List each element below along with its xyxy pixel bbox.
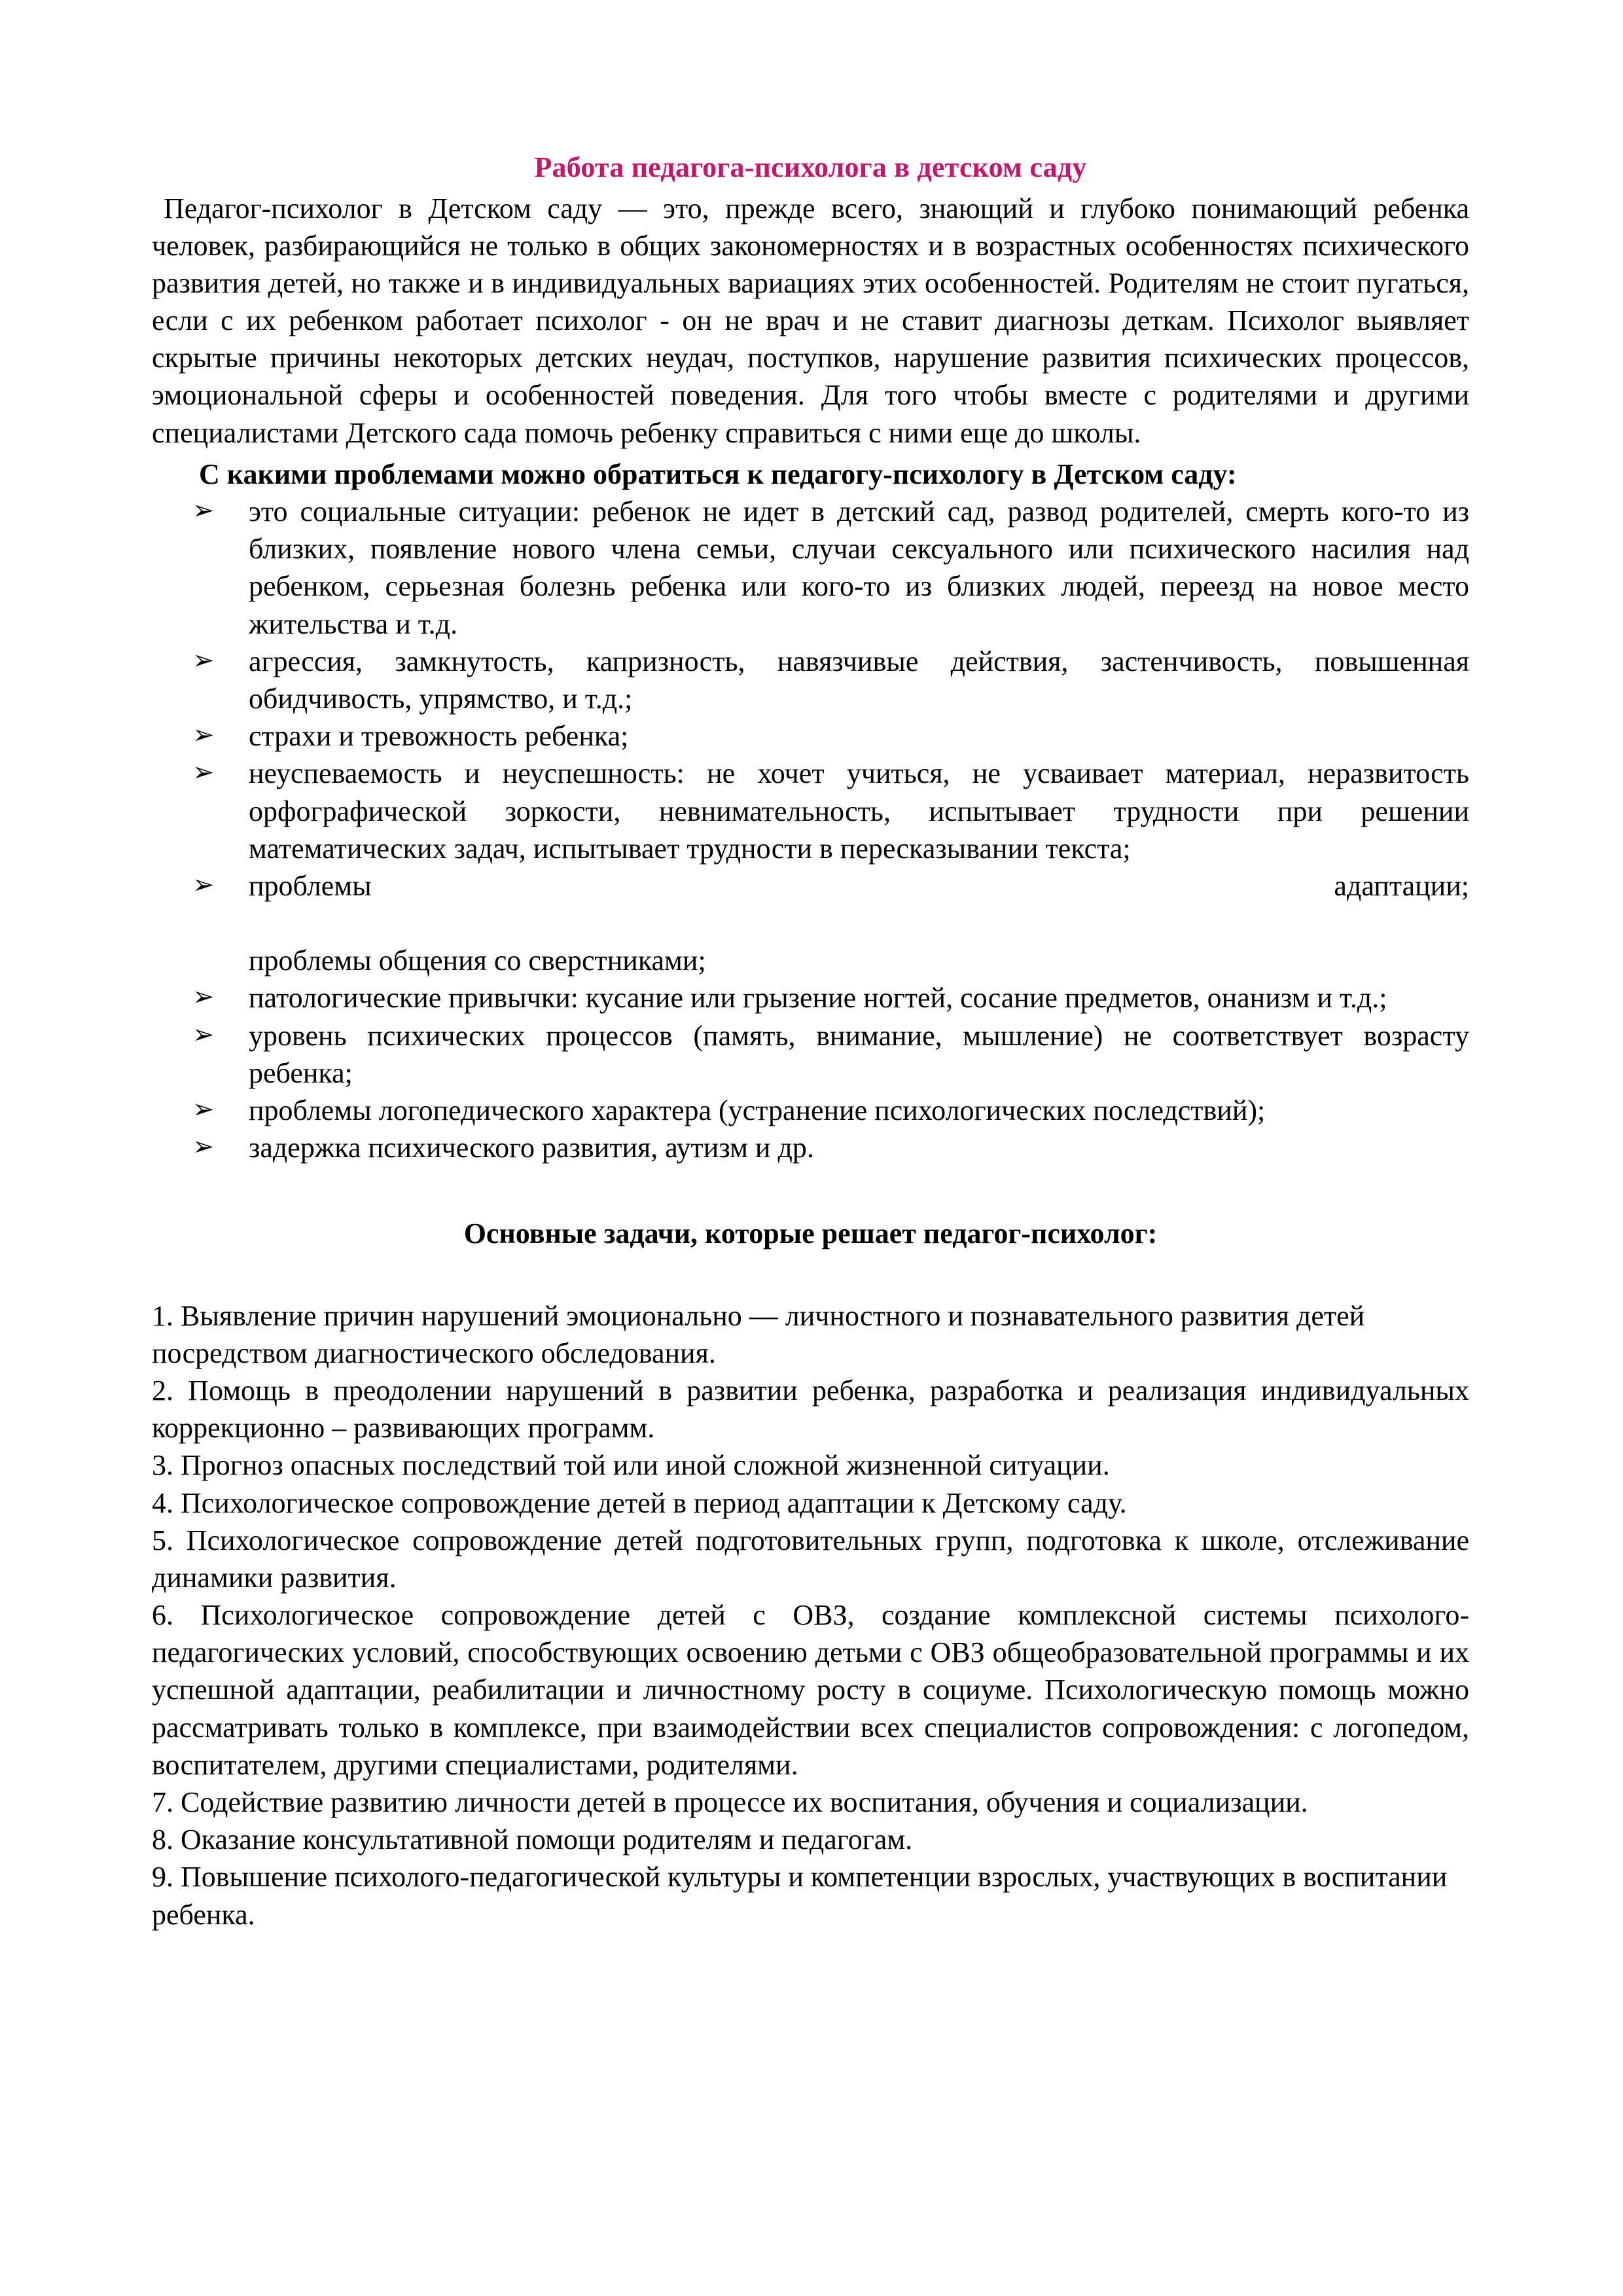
arrow-bullet-icon: ➢ [192, 1132, 215, 1162]
problems-section-heading: С какими проблемами можно обратиться к педагогу-психологу в Детском саду: [199, 457, 1237, 490]
task-item: 3. Прогноз опасных последствий той или иной сложной жизненной ситуации. [152, 1449, 1110, 1482]
task-item: 1. Выявление причин нарушений эмоционально — личностного и познавательного развития детей посредством диагностического обследования. [152, 1299, 1365, 1369]
problems-list [152, 493, 1469, 1166]
list-item [152, 979, 1469, 1016]
list-item [152, 717, 1469, 755]
task-item: 5. Психологическое сопровождение детей подготовительных групп, подготовка к школе, отслеживание динамики развития. [152, 1524, 1469, 1594]
list-item [152, 1129, 1469, 1166]
intro-paragraph: Педагог-психолог в Детском саду — это, прежде всего, знающий и глубоко понимающий ребенка человек, разбирающийся не только в общих закономерностях и в возрастных особенностях психического развития детей, но также и в индивидуальных вариациях этих особенностей. Родителям не стоит пугаться, если с их ребенком работает психолог - он не врач и не ставит диагнозы деткам. Психолог выявляет скрытые причины некоторых детских неудач, поступков, нарушение развития психических процессов, эмоциональной сферы и особенностей поведения. Для того чтобы вместе с родителями и другими специалистами Детского сада помочь ребенку справиться с ними еще до школы. [152, 192, 1469, 449]
task-item: 2. Помощь в преодолении нарушений в развитии ребенка, разработка и реализация индивидуальных коррекционно – развивающих программ. [152, 1374, 1469, 1444]
task-item: 4. Психологическое сопровождение детей в период адаптации к Детскому саду. [152, 1486, 1127, 1519]
arrow-bullet-icon: ➢ [192, 1094, 215, 1125]
list-item [152, 867, 1469, 980]
list-item [152, 493, 1469, 643]
list-item-text: страхи и тревожность ребенка; [249, 720, 629, 753]
arrow-bullet-icon: ➢ [192, 645, 215, 675]
list-item-text: патологические привычки: кусание или грызение ногтей, сосание предметов, онанизм и т.д.; [249, 982, 1387, 1014]
list-item [152, 1092, 1469, 1129]
list-item-text: агрессия, замкнутость, капризность, навязчивые действия, застенчивость, повышенная обидчивость, упрямство, и т.д.; [249, 645, 1469, 715]
arrow-bullet-icon: ➢ [192, 720, 215, 751]
list-item-text: это социальные ситуации: ребенок не идет в детский сад, развод родителей, смерть кого-то из близких, появление нового члена семьи, случаи сексуального или психического насилия над ребенком, серьезная болезнь ребенка или кого-то из близких людей, переезд на новое место жительства и т.д. [249, 495, 1469, 640]
tasks-section-heading: Основные задачи, которые решает педагог-психолог: [463, 1217, 1158, 1250]
list-item-text: неуспеваемость и неуспешность: не хочет учиться, не усваивает материал, неразвитость орфографической зоркости, невнимательность, испытывает трудности при решении математических задач, испытывает трудности в пересказывании текста; [249, 757, 1469, 865]
list-item [152, 643, 1469, 717]
list-item [152, 755, 1469, 867]
list-item-text: проблемы общения со сверстниками; [249, 944, 706, 977]
list-item-text: проблемы адаптации; [249, 869, 1469, 902]
task-item: 9. Повышение психолого-педагогической культуры и компетенции взрослых, участвующих в воспитании ребенка. [152, 1861, 1448, 1931]
task-item: 6. Психологическое сопровождение детей с ОВЗ, создание комплексной системы психолого-педагогических условий, способствующих освоению детьми с ОВЗ общеобразовательной программы и их успешной адаптации, реабилитации и личностному росту в социуме. Психологическую помощь можно рассматривать только в комплексе, при взаимодействии всех специалистов сопровождения: с логопедом, воспитателем, другими специалистами, родителями. [152, 1599, 1469, 1781]
arrow-bullet-icon: ➢ [192, 495, 215, 526]
list-item-text: задержка психического развития, аутизм и др. [249, 1132, 814, 1164]
task-item: 8. Оказание консультативной помощи родителям и педагогам. [152, 1823, 913, 1856]
list-item-text: проблемы логопедического характера (устранение психологических последствий); [249, 1094, 1266, 1127]
arrow-bullet-icon: ➢ [192, 1019, 215, 1050]
task-item: 7. Содействие развитию личности детей в процессе их воспитания, обучения и социализации. [152, 1786, 1308, 1819]
tasks-list [152, 1297, 1469, 1933]
arrow-bullet-icon: ➢ [192, 869, 215, 900]
list-item [152, 1017, 1469, 1092]
arrow-bullet-icon: ➢ [192, 982, 215, 1013]
list-item-text: уровень психических процессов (память, внимание, мышление) не соответствует возрасту ребенка; [249, 1019, 1469, 1089]
page-title: Работа педагога-психолога в детском саду [534, 151, 1087, 183]
arrow-bullet-icon: ➢ [192, 757, 215, 788]
